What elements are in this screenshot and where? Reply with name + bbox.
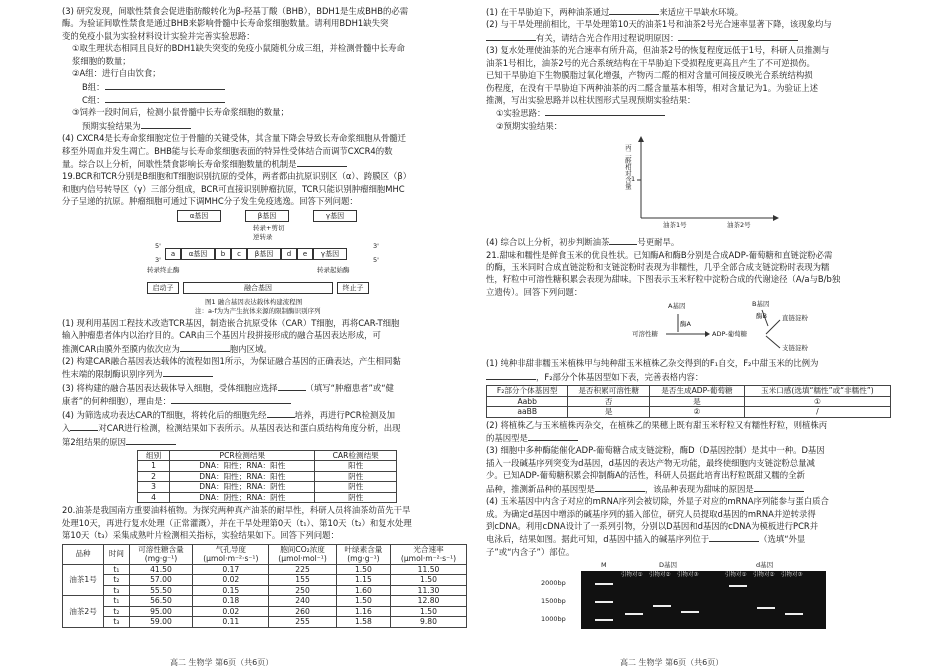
table-header: 光合速率 (μmol·m⁻²·s⁻¹): [391, 544, 467, 564]
mda-chart-axes: [601, 134, 781, 234]
table-header: 气孔导度 (μmol·m⁻²·s⁻¹): [193, 544, 269, 564]
table-row: [487, 396, 891, 406]
table-cell: 0.02: [193, 575, 269, 585]
table-header: PCR检测结果: [170, 450, 315, 460]
table-cell: Aabb: [487, 396, 568, 406]
table-cell: 55.50: [129, 585, 193, 595]
table-row: [138, 461, 397, 471]
fusion-gene-figure: α基因 β基因 γ基因 转录+剪切 逆转录 5' 3' 3' 5' a α基因 b c β基因 d e γ基因 转录终止酶 转录起始酶 启动子 融合基因 终止子 图1 融合基因表达载体构建流程图 注：a-f为为产生抗体来源的限制酶识别序列: [147, 211, 379, 315]
answer-blank[interactable]: [709, 533, 759, 542]
table-cell: 1.50: [391, 575, 467, 585]
table-row: [63, 564, 467, 574]
table-header: F₂部分个体基因型: [487, 386, 568, 396]
table-cell: 1.15: [336, 575, 390, 585]
beta-gene-box: β基因: [245, 210, 289, 222]
table-cell: 155: [269, 575, 337, 585]
sample-band: [757, 607, 775, 609]
q20: 20.油茶是我国南方重要油料植物。为探究两种真产油茶的耐旱性，科研人员将油茶幼苗先干旱 处理10天，再进行复水处理（正常灌溉），并在干旱处理第0天（t₁）、第10天（t₂）和复水处理 第10天（t₃）采集成熟叶片检测相关指标，实验结果如下。回答下列问题： 品种 时间 可溶性糖含量 (mg·g⁻¹) 气孔导度 (μmol·m⁻²·s⁻¹) 胞间CO₂浓度 (μmol·mol⁻¹) 叶绿素含量 (mg·g⁻¹) 光合速率 (μmol·m⁻²·s⁻¹) 油茶1号 t₁ 41.50 0.17 225 1.50 11.50 t₂ 57.00 0.02 155 1.15 1.50 t₃ 55.50 0.15 250 1.60 11.30 油茶2号 t₁ 56.50 0.18 240 1.50 12.80 t₂ 95.00 0.02 260 1.16 1.50 t₃ 59.00 0.11 255 1.58 9.80: [62, 505, 472, 627]
table-row: [138, 482, 397, 492]
table-row: [487, 407, 891, 417]
answer-blank[interactable]: [171, 395, 291, 404]
q18-part3: (3) 研究发现，间歇性禁食会促进脂肪酸转化为β-羟基丁酸（BHB），BDH1是生成BHB的必需 酶。为验证间歇性禁食是通过BHB来影响骨髓中长寿命浆细胞数量。请利用BDH1缺失突 变的免疫小鼠为实验材料设计实验并完善实验思路： ①取生理状态相同且良好的BDH1缺失突变的免疫小鼠随机分成三组，并检测骨髓中长寿命 浆细胞的数量； ②A组：进行自由饮食； B组： C组： ③饲养一段时间后，检测小鼠骨髓中长寿命浆细胞的数量； 预期实验结果为: [62, 6, 409, 131]
table-cell: 9.80: [391, 617, 467, 627]
table-cell: 是: [650, 396, 745, 406]
answer-blank[interactable]: [528, 432, 578, 441]
table-cell: 240: [269, 596, 337, 606]
table-header: 可溶性糖含量 (mg·g⁻¹): [129, 544, 193, 564]
table-cell: t₃: [104, 585, 129, 595]
table-cell: 11.30: [391, 585, 467, 595]
answer-blank[interactable]: [141, 120, 191, 129]
gel-lane-label: 引物对②: [649, 572, 671, 579]
table-cell: 41.50: [129, 564, 193, 574]
chart-ylabel: 丙二醛相对含量: [623, 144, 632, 190]
table-cell: 0.17: [193, 564, 269, 574]
table-row: [63, 575, 467, 585]
table-cell: 阴性: [315, 492, 397, 502]
table-cell: 95.00: [129, 606, 193, 616]
table-cell: 0.18: [193, 596, 269, 606]
table-header: 品种: [63, 544, 104, 564]
table-cell: 56.50: [129, 596, 193, 606]
answer-blank[interactable]: [609, 6, 659, 15]
marker-band: [595, 583, 613, 585]
pathway-arrows: [576, 300, 806, 356]
right-column: (1) 在干旱胁迫下，两种油茶通过 来适应干旱缺水环境。 (2) 与干旱处理前相比，干旱处理第10天的油茶1号和油茶2号光合速率显著下降，该现象均与 有关，请结合光合作用过程说明原因： (3) 复水处理使油茶的光合速率有所升高，但油茶2号的恢复程度远低于1号，科研人员推测与 油茶1号相比，油茶2号的光合系统结构在干旱胁迫下受损程度更高且产生了不可逆损伤。 已知干旱胁迫下生物膜脂过氧化增强，产物丙二醛的相对含量可间接反映光合系统结构损 伤程度，在没有干旱胁迫下两种油茶的丙二醛含量基本相等，相对含量记为1。为验证上述 推测，写出实验思路并以柱状图形式呈现预期实验结果： ①实验思路： ②预期实验结果： 丙二醛相对含量 1 油茶1号 油茶2号 (4) 综合以上分析，初步判断油茶 号更耐旱。 21.甜味和糯性是鲜食玉米的优良性状。已知酶A和酶B分别是合成ADP-葡萄糖和直链淀粉必需 的酶，玉米同时合成直链淀粉和支链淀粉时表现为非糯性，几乎全部合成支链淀粉时表现为糯 性，籽粒中可溶性糖积累会表现为甜味。下图表示玉米籽粒中淀粉合成的代谢途径（A/a与B/b独 立遗传）。回答下列问题： A基因 B基因 酶A 酶B 可溶性糖 ADP-葡萄糖 直链淀粉 支链淀粉 (1) 纯种非甜非糯玉米植株甲与纯种甜玉米植株乙杂交得到的F₁自交，F₂中甜玉米的比例为 ，F₂部分个体基因型如下表，完善表格内容： F₂部分个体基因型 是否积累可溶性糖 是否生成ADP-葡萄糖 玉米口感(选填“糯性”或“非糯性”) Aabb 否 是 ① aaBB 是 ② / (2) 将植株乙与玉米植株丙杂交，在植株乙的果穗上既有甜玉米籽粒又有糯性籽粒，则植株丙 的基因型是 (3) 细胞中多种酶能催化ADP-葡萄糖合成支链淀粉，酶D（D基因控制）是其中一种。D基因 插入一段碱基序列突变为d基因，d基因的表达产物无功能，最终使细胞内支链淀粉总量减 少。已知ADP-葡萄糖积累会抑制酶A的活性，科研人员据此培育出籽粒既甜又糯的全新 品种，推测新品种的基因型是 ，该品种表现为甜味的原因是 (4) 玉米基因中内含子对应的mRNA序列会被切除，外显子对应的mRNA序列能参与蛋白质合 成。为确定d基因中增添的碱基序列的插入部位，研究人员提取d基因的mRNA并逆转录得 到cDNA。利用cDNA设计了一系列引物，分别以D基因和d基因的cDNA为模板进行PCR并 电泳后，结果如图。据此可知，d基因中插入的碱基序列位于 （选填“外显 子”或“内含子”）部位。 M D基因 d基因 2000bp 1500bp 1000bp 引物对① 引物对② 引物对③ 引物对① 引物对② 引物对③: [486, 6, 896, 633]
answer-blank[interactable]: [163, 368, 213, 377]
table-row: [63, 585, 467, 595]
table-cell: DNA：阳性；RNA：阳性: [170, 461, 315, 471]
table-cell: 阴性: [315, 471, 397, 481]
table-cell: 阳性: [315, 461, 397, 471]
table-cell: t₃: [104, 617, 129, 627]
table-cell: 59.00: [129, 617, 193, 627]
table-cell: 0.11: [193, 617, 269, 627]
table-cell: 否: [568, 396, 650, 406]
answer-blank[interactable]: [105, 94, 225, 103]
answer-blank[interactable]: [754, 483, 804, 492]
chart-ytick: 1: [631, 175, 636, 184]
table-cell: 250: [269, 585, 337, 595]
answer-blank[interactable]: [297, 158, 347, 167]
sample-band: [625, 613, 643, 615]
table-cell: 1.50: [336, 564, 390, 574]
answer-blank[interactable]: [545, 107, 665, 116]
sample-band: [653, 605, 671, 607]
table-header: 组别: [138, 450, 170, 460]
table-cell: 阴性: [315, 482, 397, 492]
table-cell: 0.02: [193, 606, 269, 616]
chart-cat1: 油茶1号: [663, 221, 687, 230]
answer-blank[interactable]: [678, 32, 798, 41]
variety-cell: 油茶1号: [63, 564, 104, 595]
page-footer-right: 高二 生物学 第6页（共6页）: [620, 658, 724, 668]
table-cell: ②: [650, 407, 745, 417]
gel-lane-label: 引物对①: [725, 572, 747, 579]
answer-blank[interactable]: [486, 32, 536, 41]
gel-lane-label: 引物对③: [781, 572, 803, 579]
sample-band: [785, 613, 803, 615]
table-header: 叶绿素含量 (mg·g⁻¹): [336, 544, 390, 564]
gel-lane-label: 引物对②: [753, 572, 775, 579]
table-cell: DNA：阳性；RNA：阴性: [170, 482, 315, 492]
q19: 19.BCR和TCR分别是B细胞和T细胞识别抗原的受体，两者都由抗原识别区（α）、跨膜区（β） 和胞内信号转导区（γ）三部分组成，BCR可直接识别肿瘤抗原，TCR只能识别肿瘤细胞MHC 分子呈递的抗原。肿瘤细胞可通过下调MHC分子发生免疫逃逸。回答下列问题： α基因 β基因 γ基因 转录+剪切 逆转录 5' 3' 3' 5' a α基因 b c β基因 d e γ基因 转录终止酶 转录起始酶 启动子 融合基因 终止子 图1 融合基因表达载体构建流程图 注：a-f为为产生抗体来源的限制酶识别序列 (1) 现利用基因工程技术改造TCR基因，制造嵌合抗原受体（CAR）T细胞，再将CAR-T细胞 输入肿瘤患者体内以治疗目的。CAR由三个基因片段拼接形成的融合基因表达形成，可 推测CAR由膜外至膜内依次应为 胞内区域。 (2) 构建CAR融合基因表达载体的流程如图1所示，为保证融合基因的正确表达，产生相同黏 性末端的限制酶识别序列为 (3) 将构建的融合基因表达载体导入细胞，受体细胞应选择 （填写“肿瘤患者”或“健 康者”的何种细胞），理由是： (4) 为筛选成功表达CAR的T细胞，将转化后的细胞先经 培养，再进行PCR检测及加 入 对CAR进行检测，检测结果如下表所示。从基因表达和蛋白质结构角度分析，出现 第2组结果的原因 组别 PCR检测结果 CAR检测结果 1 DNA：阳性；RNA：阳性 阳性 2 DNA：阳性；RNA：阳性 阴性 3 DNA：阳性；RNA：阴性 阴性 4 DNA：阴性；RNA：阴性 阴性: [62, 171, 412, 502]
sample-band: [681, 611, 699, 613]
table-cell: 1.50: [391, 606, 467, 616]
gel-lane-label: 引物对③: [677, 572, 699, 579]
table-header: 是否积累可溶性糖: [568, 386, 650, 396]
table-cell: DNA：阳性；RNA：阳性: [170, 471, 315, 481]
table-cell: 225: [269, 564, 337, 574]
marker-band: [595, 619, 613, 621]
table-cell: t₂: [104, 606, 129, 616]
table-header: 玉米口感(选填“糯性”或“非糯性”): [744, 386, 890, 396]
table-cell: DNA：阴性；RNA：阴性: [170, 492, 315, 502]
table-cell: t₂: [104, 575, 129, 585]
table-cell: /: [744, 407, 890, 417]
gel-lane-label: 引物对①: [621, 572, 643, 579]
table-row: [138, 471, 397, 481]
table-cell: 255: [269, 617, 337, 627]
gamma-gene-box: γ基因: [313, 210, 357, 222]
oil-tea-table: [62, 544, 467, 628]
table-row: [63, 617, 467, 627]
q21: 21.甜味和糯性是鲜食玉米的优良性状。已知酶A和酶B分别是合成ADP-葡萄糖和直链淀粉必需 的酶，玉米同时合成直链淀粉和支链淀粉时表现为非糯性，几乎全部合成支链淀粉时表现为糯 性，籽粒中可溶性糖积累会表现为甜味。下图表示玉米籽粒中淀粉合成的代谢途径（A/a与B/b独 立遗传）。回答下列问题： A基因 B基因 酶A 酶B 可溶性糖 ADP-葡萄糖 直链淀粉 支链淀粉 (1) 纯种非甜非糯玉米植株甲与纯种甜玉米植株乙杂交得到的F₁自交，F₂中甜玉米的比例为 ，F₂部分个体基因型如下表，完善表格内容： F₂部分个体基因型 是否积累可溶性糖 是否生成ADP-葡萄糖 玉米口感(选填“糯性”或“非糯性”) Aabb 否 是 ① aaBB 是 ② / (2) 将植株乙与玉米植株丙杂交，在植株乙的果穗上既有甜玉米籽粒又有糯性籽粒，则植株丙 的基因型是 (3) 细胞中多种酶能催化ADP-葡萄糖合成支链淀粉，酶D（D基因控制）是其中一种。D基因 插入一段碱基序列突变为d基因，d基因的表达产物无功能，最终使细胞内支链淀粉总量减 少。已知ADP-葡萄糖积累会抑制酶A的活性，科研人员据此培育出籽粒既甜又糯的全新 品种，推测新品种的基因型是 ，该品种表现为甜味的原因是 (4) 玉米基因中内含子对应的mRNA序列会被切除，外显子对应的mRNA序列能参与蛋白质合 成。为确定d基因中增添的碱基序列的插入部位，研究人员提取d基因的mRNA并逆转录得 到cDNA。利用cDNA设计了一系列引物，分别以D基因和d基因的cDNA为模板进行PCR并 电泳后，结果如图。据此可知，d基因中插入的碱基序列位于 （选填“外显 子”或“内含子”）部位。 M D基因 d基因 2000bp 1500bp 1000bp 引物对① 引物对② 引物对③ 引物对① 引物对② 引物对③: [486, 250, 896, 632]
sample-band: [729, 585, 747, 587]
answer-blank[interactable]: [70, 422, 98, 431]
answer-blank[interactable]: [595, 483, 645, 492]
table-cell: 260: [269, 606, 337, 616]
table-cell: 1: [138, 461, 170, 471]
table-header: 是否生成ADP-葡萄糖: [650, 386, 745, 396]
table-cell: aaBB: [487, 407, 568, 417]
table-cell: 1.16: [336, 606, 390, 616]
table-cell: 1.60: [336, 585, 390, 595]
page-footer-left: 高二 生物学 第6页（共6页）: [170, 658, 274, 668]
table-row: [63, 606, 467, 616]
table-row: [63, 596, 467, 606]
f2-genotype-table: [486, 385, 891, 417]
table-cell: t₁: [104, 564, 129, 574]
table-cell: t₁: [104, 596, 129, 606]
answer-blank[interactable]: [609, 236, 637, 245]
variety-cell: 油茶2号: [63, 596, 104, 627]
left-column: [62, 6, 472, 628]
answer-blank[interactable]: [126, 436, 176, 445]
table-cell: 是: [568, 407, 650, 417]
pcr-results-table: [137, 450, 397, 503]
table-cell: 1.50: [336, 596, 390, 606]
answer-blank[interactable]: [278, 382, 306, 391]
table-header: 时间: [104, 544, 129, 564]
table-cell: 4: [138, 492, 170, 502]
table-cell: 2: [138, 471, 170, 481]
gel-electrophoresis-figure: M D基因 d基因 2000bp 1500bp 1000bp 引物对① 引物对② 引物对③ 引物对① 引物对② 引物对③: [541, 561, 841, 631]
alpha-gene-box: α基因: [177, 210, 221, 222]
q18-part4: (4) CXCR4是长寿命浆细胞定位于骨髓的关键受体，其含量下降会导致长寿命浆细胞从骨髓迁 移至外周血并发生凋亡。BHB能与长寿命浆细胞表面的特异性受体结合而调节CXCR4的数 量。综合以上分析，间歇性禁食影响长寿命浆细胞数量的机制是: [62, 133, 406, 170]
marker-band: [595, 601, 613, 603]
table-header: CAR检测结果: [315, 450, 397, 460]
table-cell: 0.15: [193, 585, 269, 595]
table-header: 胞间CO₂浓度 (μmol·mol⁻¹): [269, 544, 337, 564]
table-cell: 57.00: [129, 575, 193, 585]
answer-blank[interactable]: [105, 81, 225, 90]
table-cell: ①: [744, 396, 890, 406]
table-row: [138, 492, 397, 502]
table-cell: 12.80: [391, 596, 467, 606]
table-cell: 1.58: [336, 617, 390, 627]
gel-background: [581, 571, 826, 629]
answer-blank[interactable]: [267, 409, 295, 418]
answer-blank[interactable]: [486, 371, 536, 380]
table-cell: 3: [138, 482, 170, 492]
table-cell: 11.50: [391, 564, 467, 574]
answer-blank[interactable]: [180, 343, 230, 352]
chart-cat2: 油茶2号: [727, 221, 751, 230]
starch-pathway-diagram: A基因 B基因 酶A 酶B 可溶性糖 ADP-葡萄糖 直链淀粉 支链淀粉: [576, 300, 806, 356]
